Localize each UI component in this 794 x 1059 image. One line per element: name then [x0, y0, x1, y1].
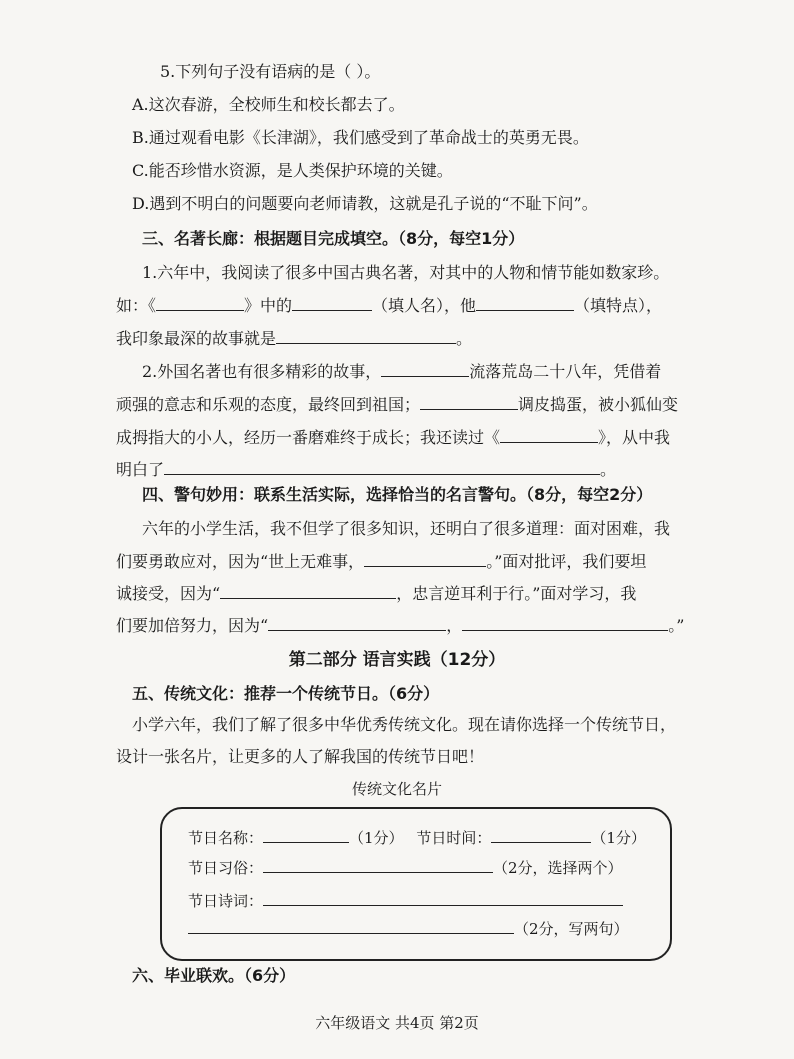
- text: 们要加倍努力，因为“: [116, 616, 269, 635]
- festival-custom-blank[interactable]: [263, 856, 493, 873]
- text: ，: [446, 616, 463, 635]
- text: （2分，选择两个）: [493, 859, 623, 877]
- sec4-line3: [116, 582, 636, 605]
- card-title: 传统文化名片: [351, 780, 442, 798]
- festival-time-blank[interactable]: [491, 826, 591, 843]
- text: 》中的: [244, 296, 293, 315]
- text: 节日诗词：: [188, 892, 264, 910]
- festival-name-blank[interactable]: [263, 826, 349, 843]
- q5-stem: 5.下列句子没有语病的是（ ）。: [160, 62, 381, 81]
- page-footer: 六年级语文 共4页 第2页: [315, 1014, 479, 1032]
- section6-title: 六、毕业联欢。（6分）: [132, 966, 296, 985]
- q5-option-c: C.能否珍惜水资源，是人类保护环境的关键。: [132, 161, 453, 180]
- sec4-line1: 六年的小学生活，我不但学了很多知识，还明白了很多道理：面对困难，我: [142, 519, 671, 538]
- part2-heading: 第二部分 语言实践（12分）: [288, 650, 506, 670]
- sec3-p1-line2: [116, 294, 662, 317]
- sec4-line2: [116, 550, 646, 573]
- text: 明白了: [116, 460, 165, 479]
- card-row-poem: [188, 889, 623, 912]
- text: （2分，写两句）: [514, 920, 629, 938]
- q5-option-d: D.遇到不明白的问题要向老师请教，这就是孔子说的“不耻下问”。: [132, 194, 598, 213]
- text: 。”面对批评，我们要坦: [486, 552, 647, 571]
- text: 节日习俗：: [188, 859, 264, 877]
- text: ，忠言逆耳利于行。”面对学习，我: [396, 584, 637, 603]
- text: （填特点），: [574, 296, 663, 315]
- text: 顽强的意志和乐观的态度，最终回到祖国；: [116, 395, 421, 414]
- q5-option-b: B.通过观看电影《长津湖》，我们感受到了革命战士的英勇无畏。: [132, 128, 589, 147]
- text: （填人名），他: [372, 296, 477, 315]
- sec3-p2-line2: [116, 393, 678, 416]
- proverb-blank-2[interactable]: [220, 582, 396, 599]
- q5-option-a: A.这次春游，全校师生和校长都去了。: [132, 95, 405, 114]
- proverb-blank-4[interactable]: [462, 614, 668, 631]
- sec5-line1: 小学六年，我们了解了很多中华优秀传统文化。现在请你选择一个传统节日，: [132, 715, 677, 734]
- proverb-blank-3[interactable]: [268, 614, 446, 631]
- proverb-blank-1[interactable]: [364, 550, 486, 567]
- text: 如：《: [116, 296, 157, 315]
- story-blank[interactable]: [276, 327, 456, 344]
- text: 》，从中我: [598, 428, 671, 447]
- festival-poem-blank-2[interactable]: [188, 917, 514, 934]
- naughty-boy-blank[interactable]: [420, 393, 518, 410]
- section4-title: 四、警句妙用：联系生活实际，选择恰当的名言警句。（8分，每空2分）: [142, 485, 653, 504]
- text: 们要勇敢应对，因为“世上无难事，: [116, 552, 365, 571]
- text: 。”: [668, 616, 685, 635]
- sec3-p2-line4: [116, 458, 616, 481]
- card-row-custom: [188, 856, 623, 879]
- text: （1分）: [591, 829, 646, 847]
- sec3-p2-line1: [142, 360, 661, 383]
- character-name-blank[interactable]: [292, 294, 372, 311]
- text: 。: [456, 329, 473, 348]
- text: 成拇指大的小人，经历一番磨难终于成长；我还读过《: [116, 428, 501, 447]
- sec5-line2: 设计一张名片，让更多的人了解我国的传统节日吧！: [116, 747, 485, 766]
- learned-blank[interactable]: [164, 458, 600, 475]
- text: 诚接受，因为“: [116, 584, 221, 603]
- book-read-blank[interactable]: [500, 426, 598, 443]
- section3-title: 三、名著长廊：根据题目完成填空。（8分，每空1分）: [142, 229, 525, 248]
- text: 我印象最深的故事就是: [116, 329, 277, 348]
- text: 2.外国名著也有很多精彩的故事，: [142, 362, 382, 381]
- text: 调皮捣蛋，被小狐仙变: [518, 395, 679, 414]
- book-title-blank[interactable]: [156, 294, 244, 311]
- festival-poem-blank-1[interactable]: [263, 889, 623, 906]
- sec3-p1-line3: [116, 327, 472, 350]
- castaway-blank[interactable]: [381, 360, 469, 377]
- trait-blank[interactable]: [476, 294, 574, 311]
- card-row-poem-2: [188, 917, 629, 940]
- text: 。: [600, 460, 617, 479]
- sec3-p1-line1: 1.六年中，我阅读了很多中国古典名著，对其中的人物和情节能如数家珍。: [142, 263, 670, 282]
- sec3-p2-line3: [116, 426, 670, 449]
- text: 流落荒岛二十八年，凭借着: [469, 362, 662, 381]
- text: 节日时间：: [416, 829, 492, 847]
- sec4-line4: [116, 614, 684, 637]
- text: （1分）: [349, 829, 404, 847]
- card-row-name-time: [188, 826, 646, 849]
- section5-title: 五、传统文化：推荐一个传统节日。（6分）: [132, 684, 440, 703]
- text: 节日名称：: [188, 829, 264, 847]
